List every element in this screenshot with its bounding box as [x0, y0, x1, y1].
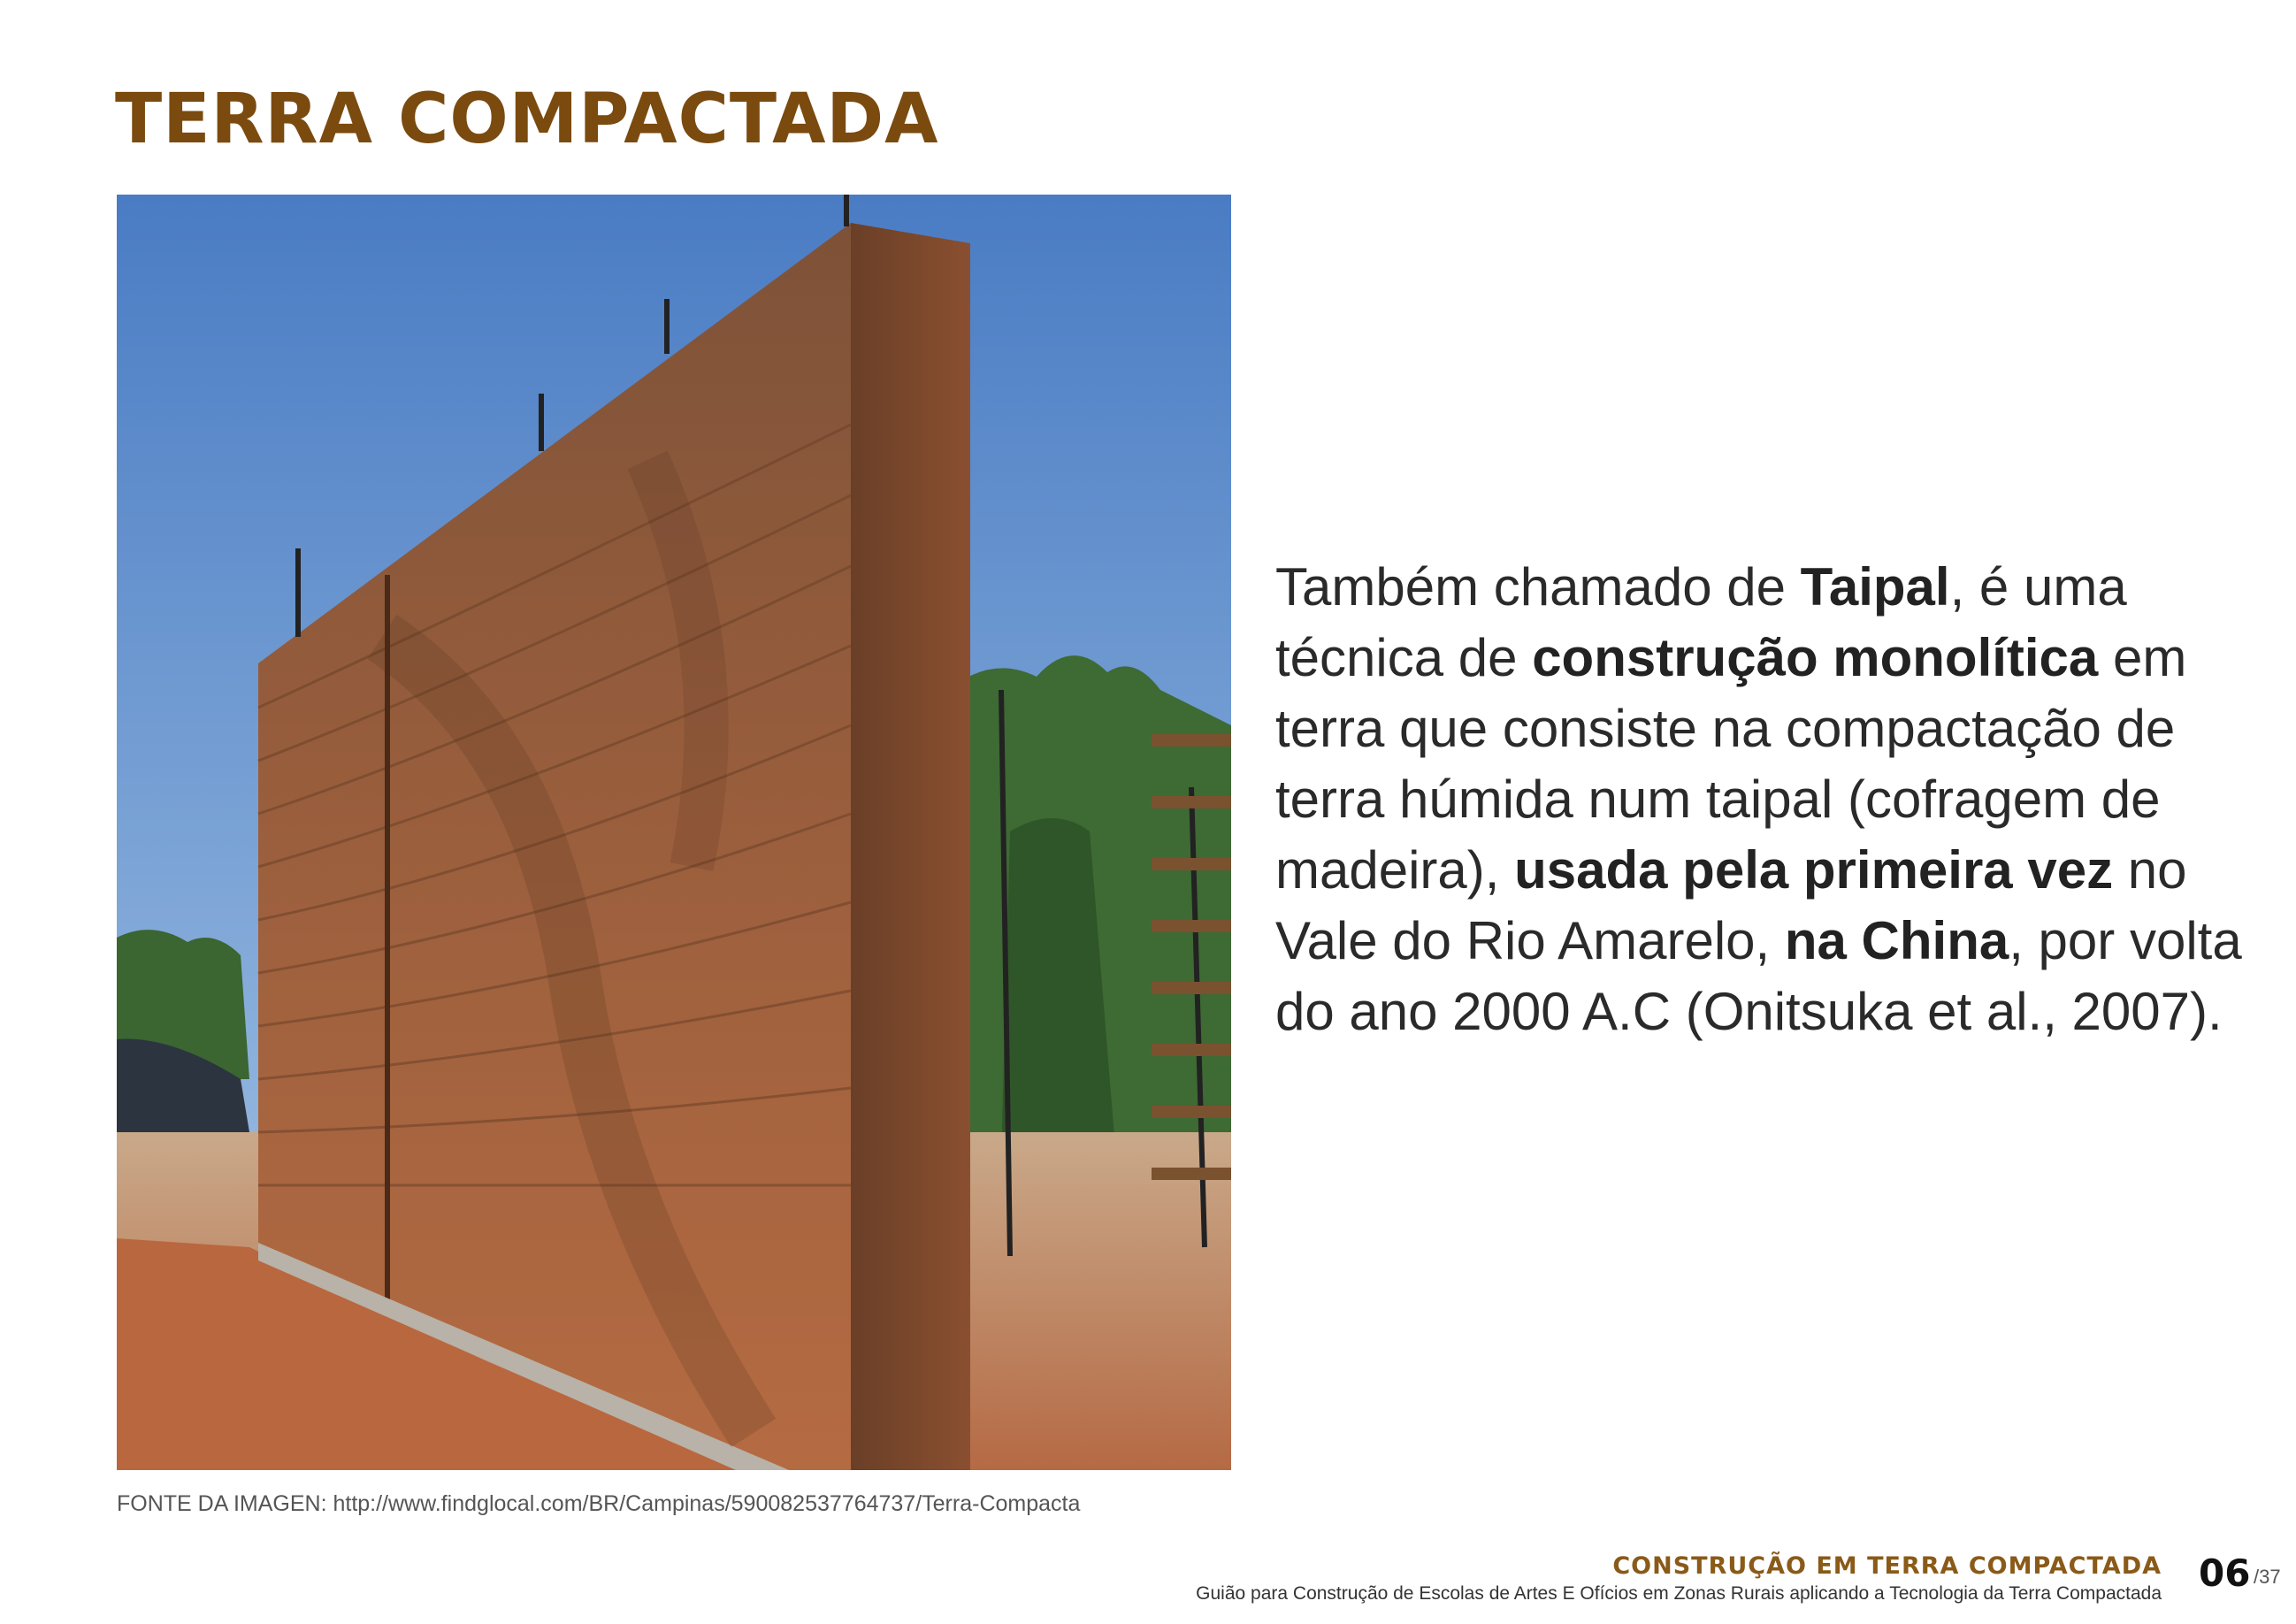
- page-total: /37: [2254, 1566, 2281, 1588]
- description-paragraph: [1275, 552, 2266, 1047]
- text-emphasis: na China: [1784, 911, 2009, 970]
- footer-title: CONSTRUÇÃO EM TERRA COMPACTADA: [1612, 1552, 2162, 1580]
- footer-subtitle: Guião para Construção de Escolas de Artes E Ofícios em Zonas Rurais aplicando a Tecnologia da Terra Compactada: [1196, 1583, 2162, 1604]
- image-source-caption: FONTE DA IMAGEN: http://www.findglocal.com/BR/Campinas/590082537764737/Terra-Compacta: [117, 1491, 1081, 1516]
- text-emphasis: construção monolítica: [1532, 628, 2099, 687]
- page-title: TERRA COMPACTADA: [115, 80, 939, 159]
- text-emphasis: usada pela primeira vez: [1514, 840, 2114, 900]
- text-segment: , por volta do ano 2000 A.C (Onitsuka et al., 2007).: [1275, 911, 2242, 1041]
- footer: [1196, 1551, 2162, 1606]
- page-number: 06: [2199, 1551, 2251, 1595]
- text-segment: , é uma técnica de: [1275, 557, 2127, 687]
- text-segment: em terra que consiste na compactação de terra húmida num taipal (cofragem de madeira),: [1275, 628, 2187, 900]
- text-segment: Também chamado de: [1275, 557, 1801, 617]
- text-segment: no Vale do Rio Amarelo,: [1275, 840, 2187, 970]
- rammed-earth-wall-photo: [117, 195, 1231, 1470]
- text-emphasis: Taipal: [1800, 557, 1950, 617]
